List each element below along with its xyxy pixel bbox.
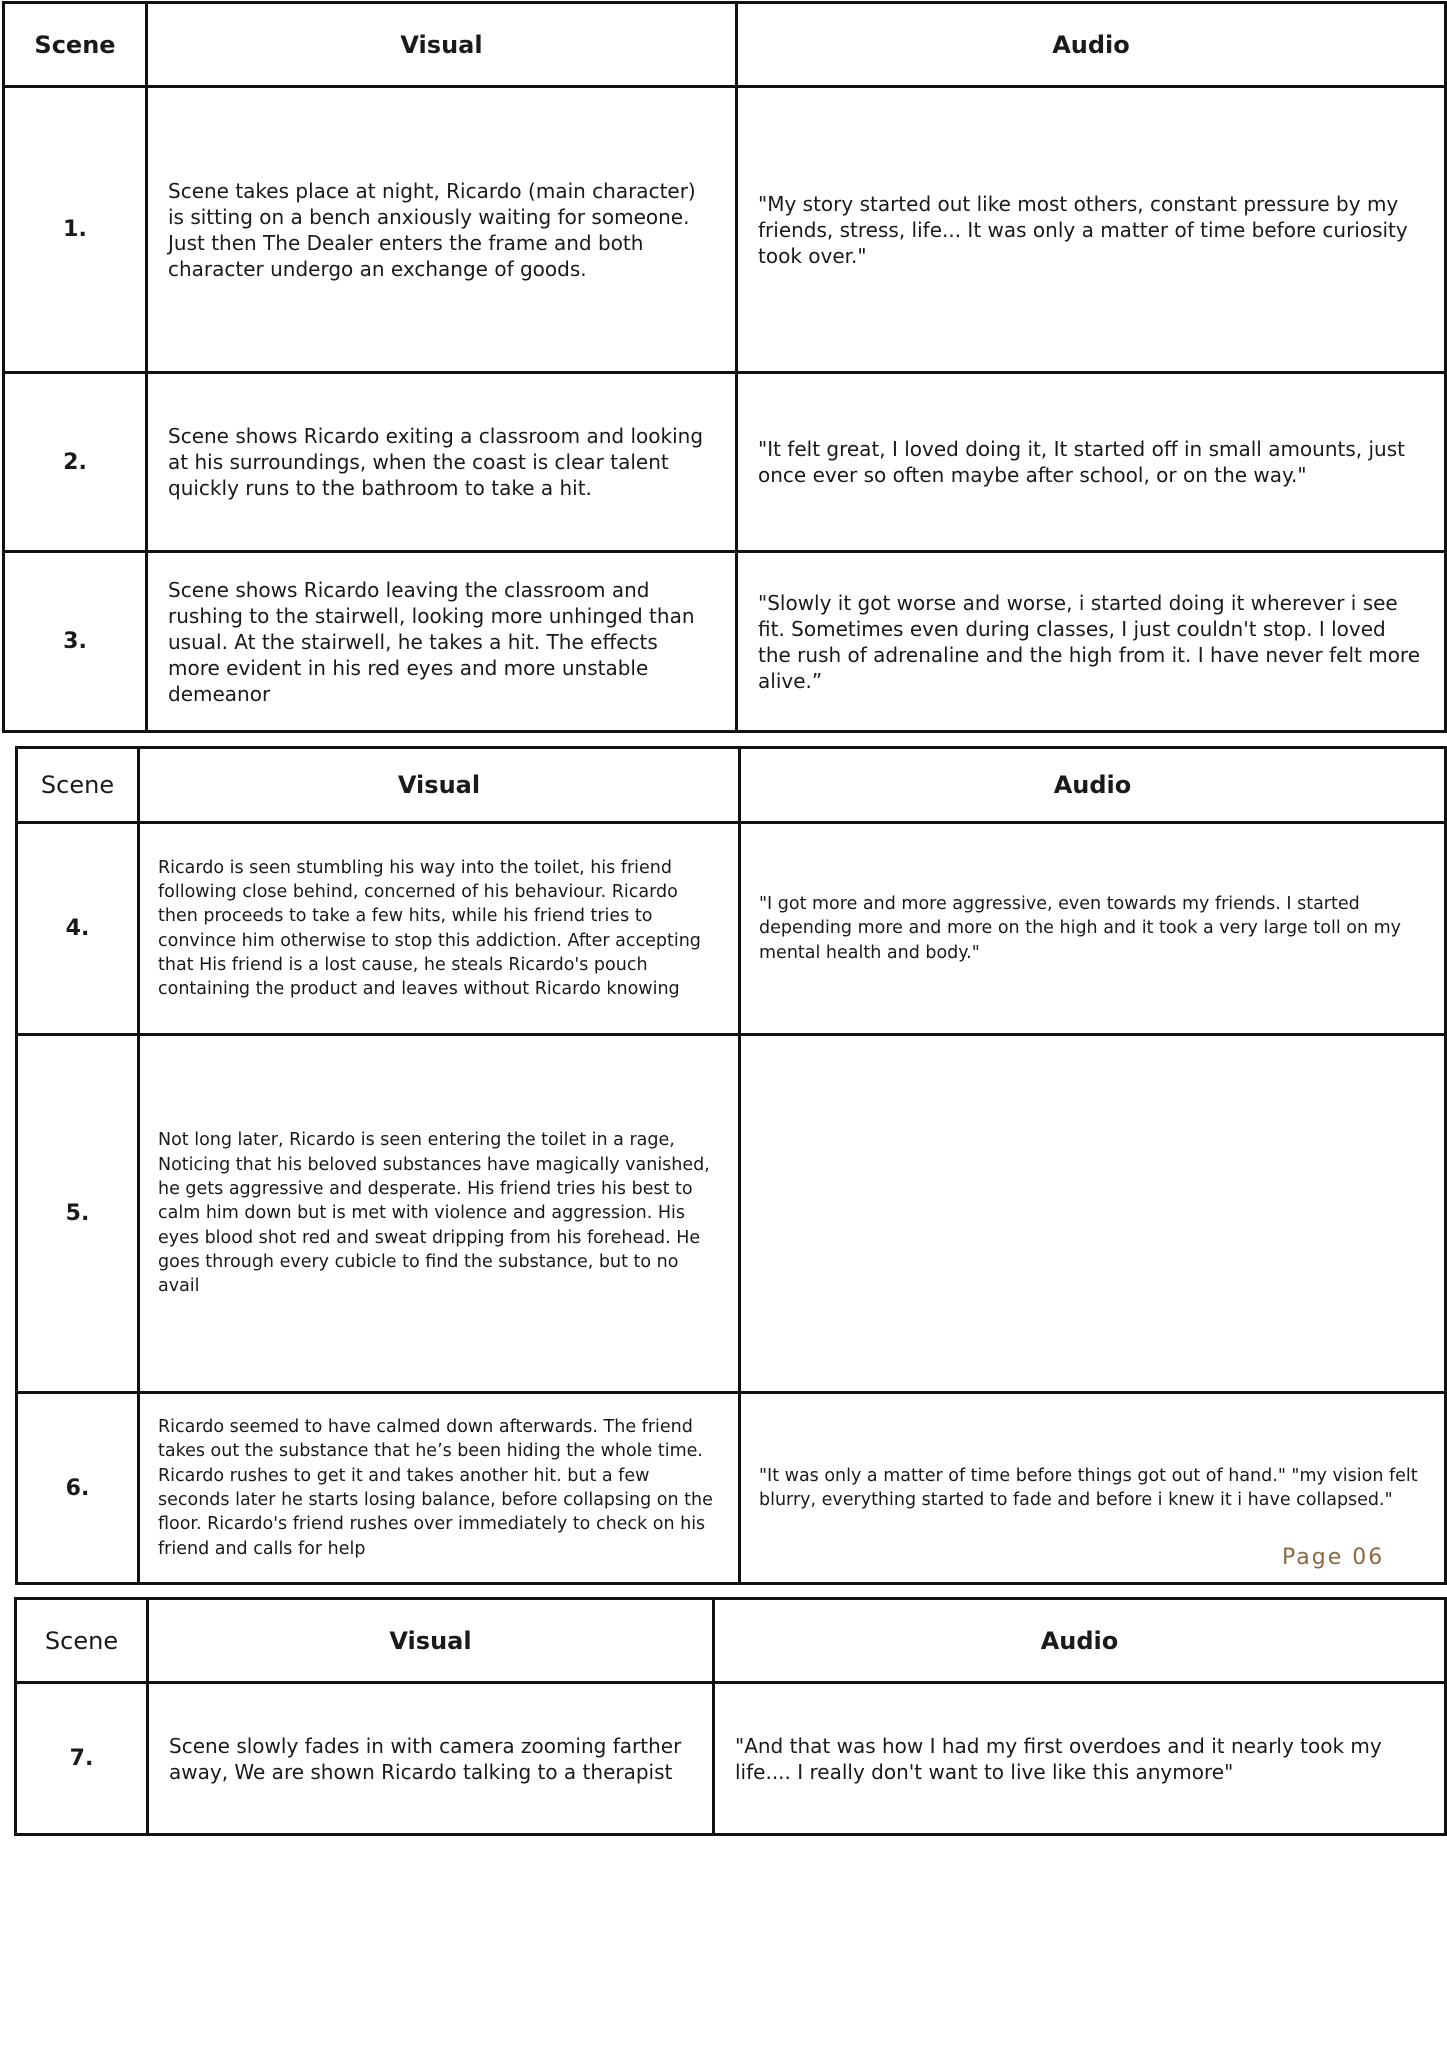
table-header-row: [4, 3, 1446, 87]
table-row: [16, 1683, 1446, 1835]
script-table-3: [14, 1597, 1447, 1836]
audio-cell: "It felt great, I loved doing it, It started off in small amounts, just once ever so often maybe after school, or on the way.": [737, 373, 1446, 552]
audio-cell: "It was only a matter of time before things got out of hand." "my vision felt blurry, everything started to fade and before i knew it i have collapsed.": [740, 1393, 1446, 1584]
header-audio: Audio: [714, 1599, 1446, 1683]
visual-cell: Scene slowly fades in with camera zooming farther away, We are shown Ricardo talking to a therapist: [148, 1683, 714, 1835]
audio-cell: [740, 1035, 1446, 1393]
header-audio: Audio: [740, 748, 1446, 823]
table-row: [17, 823, 1446, 1035]
script-table-2: [15, 746, 1447, 1585]
table-row: [17, 1035, 1446, 1393]
scene-number: 3.: [4, 552, 147, 732]
audio-cell: "I got more and more aggressive, even towards my friends. I started depending more and more on the high and it took a very large toll on my mental health and body.": [740, 823, 1446, 1035]
scene-number: 1.: [4, 87, 147, 373]
header-scene: Scene: [4, 3, 147, 87]
scene-number: 5.: [17, 1035, 139, 1393]
audio-cell: "My story started out like most others, constant pressure by my friends, stress, life... It was only a matter of time before curiosity took over.": [737, 87, 1446, 373]
scene-number: 7.: [16, 1683, 148, 1835]
header-scene: Scene: [17, 748, 139, 823]
table-header-row: [17, 748, 1446, 823]
scene-number: 4.: [17, 823, 139, 1035]
visual-cell: Ricardo is seen stumbling his way into the toilet, his friend following close behind, concerned of his behaviour. Ricardo then proceeds to take a few hits, while his friend tries to convince him otherwise to stop this addiction. After accepting that His friend is a lost cause, he steals Ricardo's pouch containing the product and leaves without Ricardo knowing: [139, 823, 740, 1035]
header-audio: Audio: [737, 3, 1446, 87]
audio-cell: "And that was how I had my first overdoes and it nearly took my life.... I really don't want to live like this anymore": [714, 1683, 1446, 1835]
script-table-1: [2, 1, 1447, 733]
table-row: [4, 552, 1446, 732]
visual-cell: Scene shows Ricardo leaving the classroom and rushing to the stairwell, looking more unhinged than usual. At the stairwell, he takes a hit. The effects more evident in his red eyes and more unstable demeanor: [147, 552, 737, 732]
visual-cell: Ricardo seemed to have calmed down afterwards. The friend takes out the substance that he’s been hiding the whole time. Ricardo rushes to get it and takes another hit. but a few seconds later he starts losing balance, before collapsing on the floor. Ricardo's friend rushes over immediately to check on his friend and calls for help: [139, 1393, 740, 1584]
visual-cell: Not long later, Ricardo is seen entering the toilet in a rage, Noticing that his beloved substances have magically vanished, he gets aggressive and desperate. His friend tries his best to calm him down but is met with violence and aggression. His eyes blood shot red and sweat dripping from his forehead. He goes through every cubicle to find the substance, but to no avail: [139, 1035, 740, 1393]
table-header-row: [16, 1599, 1446, 1683]
table-row: [4, 87, 1446, 373]
scene-number: 6.: [17, 1393, 139, 1584]
header-scene: Scene: [16, 1599, 148, 1683]
visual-cell: Scene shows Ricardo exiting a classroom and looking at his surroundings, when the coast is clear talent quickly runs to the bathroom to take a hit.: [147, 373, 737, 552]
table-row: [17, 1393, 1446, 1584]
header-visual: Visual: [147, 3, 737, 87]
visual-cell: Scene takes place at night, Ricardo (main character) is sitting on a bench anxiously waiting for someone. Just then The Dealer enters the frame and both character undergo an exchange of goods.: [147, 87, 737, 373]
audio-cell: "Slowly it got worse and worse, i started doing it wherever i see fit. Sometimes even during classes, I just couldn't stop. I loved the rush of adrenaline and the high from it. I have never felt more alive.”: [737, 552, 1446, 732]
table-row: [4, 373, 1446, 552]
header-visual: Visual: [139, 748, 740, 823]
page-number-label: Page 06: [1282, 1545, 1385, 1570]
scene-number: 2.: [4, 373, 147, 552]
header-visual: Visual: [148, 1599, 714, 1683]
